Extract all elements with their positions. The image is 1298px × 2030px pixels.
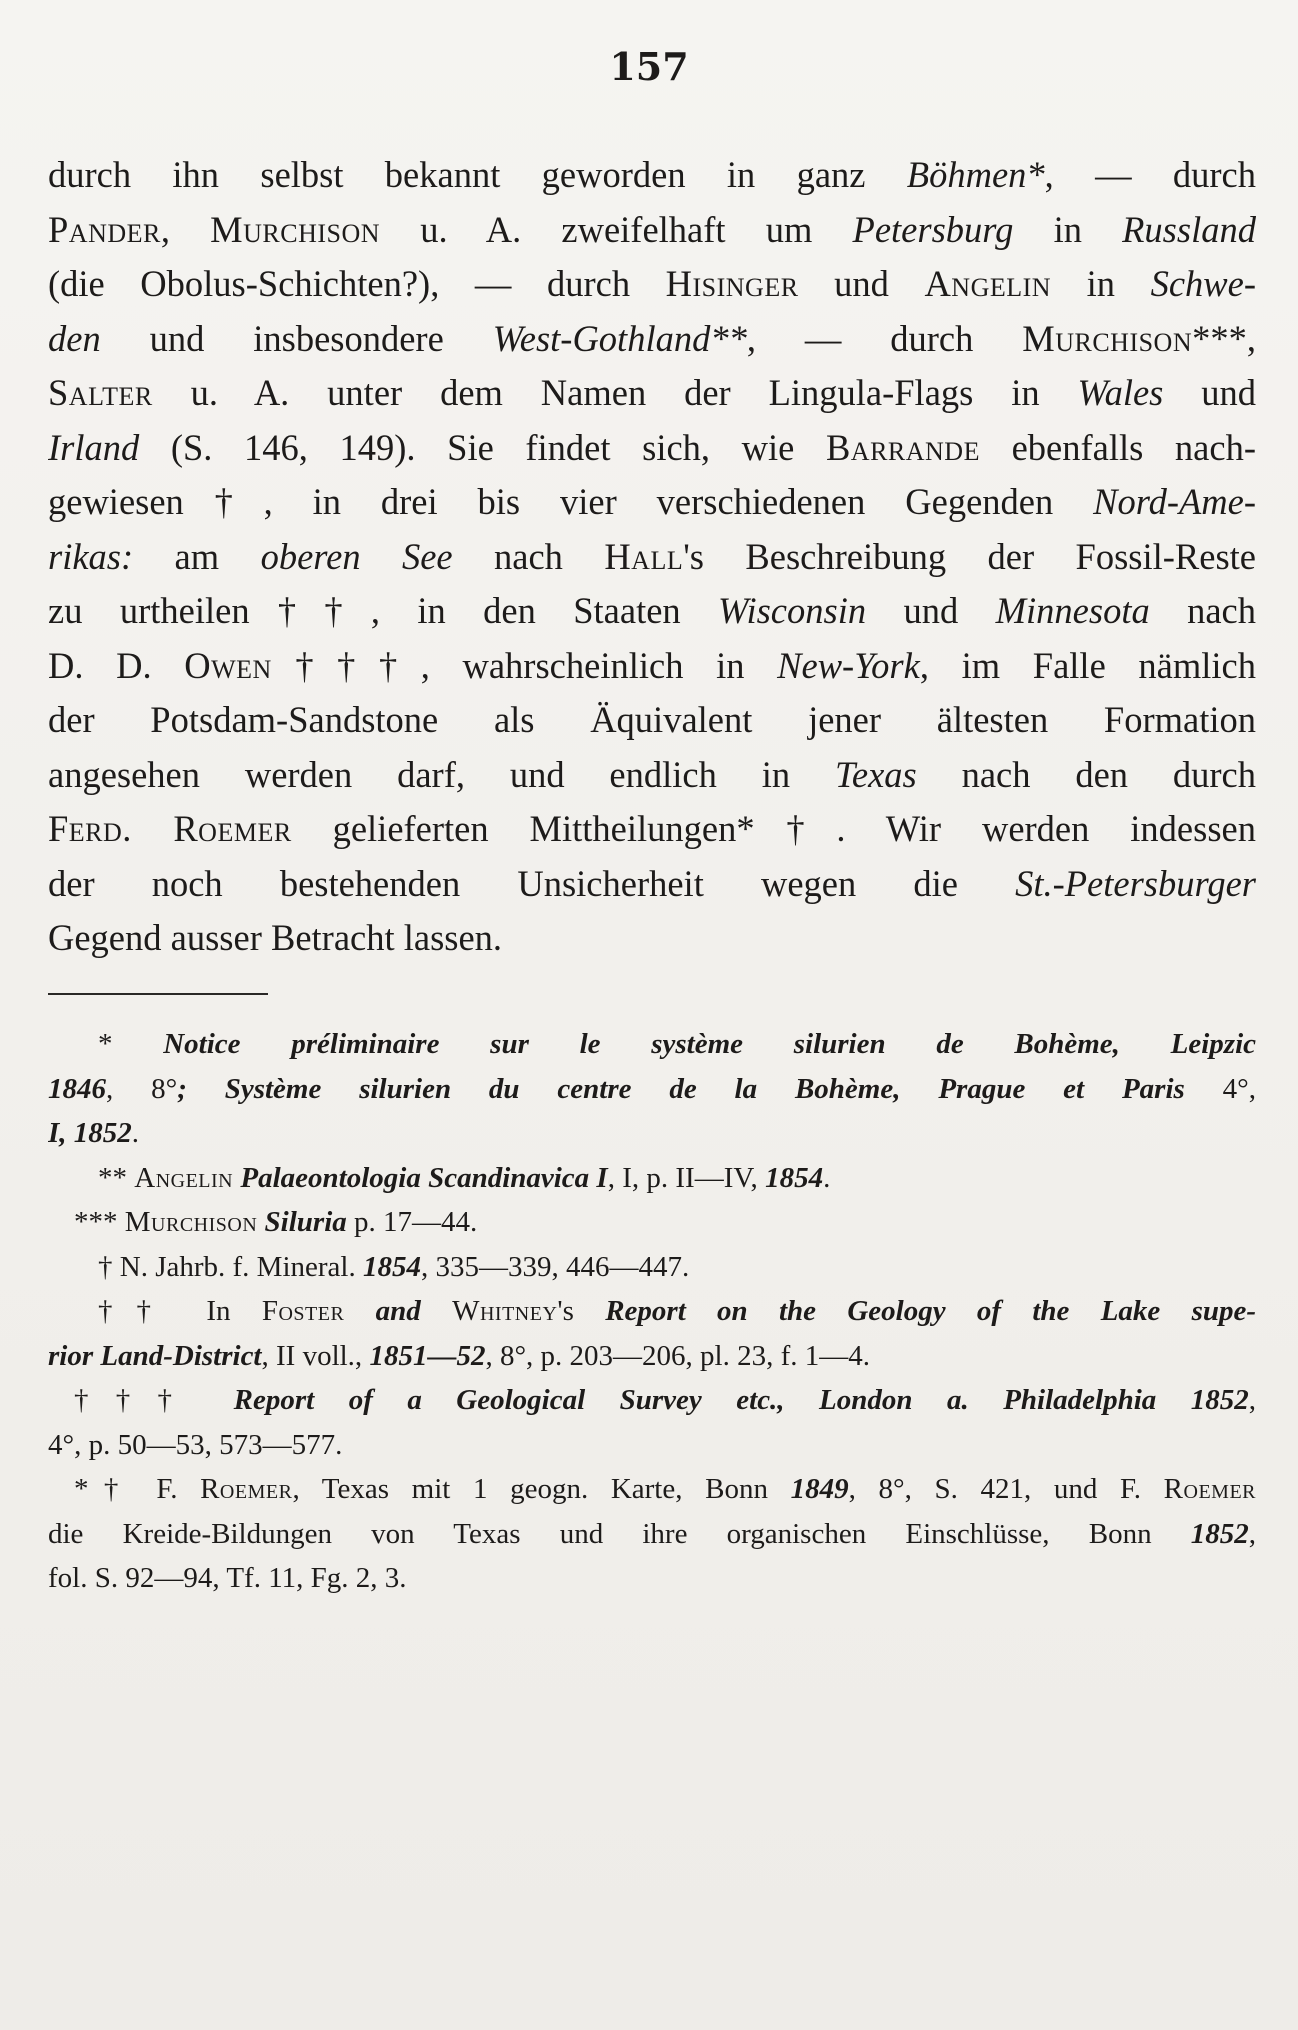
footnotes [48,1022,1256,1601]
footnote-line: rior Land-District, II voll., 1851—52, 8°, p. 203—206, pl. 23, f. 1—4. [48,1339,870,1372]
main-text [48,148,1256,966]
footnote-line: ††† Report of a Geological Survey etc., London a. Philadelphia 1852, [74,1384,1256,1416]
footnote-line: ** Angelin Palaeontologia Scandinavica I, I, p. II—IV, 1854. [98,1161,831,1194]
text-line: angesehen werden darf, und endlich in Texas nach den durch [48,753,1256,795]
text-line: Pander, Murchison u. A. zweifelhaft um Petersburg in Russland [48,208,1256,250]
text-line: der Potsdam-Sandstone als Äquivalent jener ältesten Formation [48,699,1256,740]
text-line: Salter u. A. unter dem Namen der Lingula-Flags in Wales und [48,372,1256,413]
text-line: (die Obolus-Schichten?), — durch Hisinger und Angelin in Schwe- [48,263,1256,304]
footnote-line: *** Murchison Siluria p. 17—44. [74,1206,478,1238]
footnote-line: †† In Foster and Whitney's Report on the Geology of the Lake supe- [98,1295,1256,1327]
footnote-line: *† F. Roemer, Texas mit 1 geogn. Karte, Bonn 1849, 8°, S. 421, und F. Roemer [74,1473,1256,1505]
page-number: 157 [609,44,689,89]
text-line: D. D. Owen†††, wahrscheinlich in New-York, im Falle nämlich [48,644,1256,686]
footnote-line: fol. S. 92—94, Tf. 11, Fg. 2, 3. [48,1562,407,1594]
text-line: zu urtheilen††, in den Staaten Wisconsin und Minnesota nach [48,590,1256,631]
footnote-line: * Notice préliminaire sur le système silurien de Bohème, Leipzic [98,1028,1256,1060]
footnote-line: die Kreide-Bildungen von Texas und ihre organischen Einschlüsse, Bonn 1852, [48,1517,1256,1550]
text-line: Irland (S. 146, 149). Sie findet sich, wie Barrande ebenfalls nach- [48,426,1256,468]
footnote-line: 1846, 8°; Système silurien du centre de la Bohème, Prague et Paris 4°, [48,1072,1256,1105]
footnote-line: 4°, p. 50—53, 573—577. [48,1428,343,1461]
text-line: rikas: am oberen See nach Hall's Beschreibung der Fossil-Reste [48,535,1256,577]
footnote-separator [48,993,268,995]
text-line: der noch bestehenden Unsicherheit wegen die St.-Petersburger [48,862,1256,904]
text-line: gewiesen†, in drei bis vier verschiedenen Gegenden Nord-Ame- [48,481,1256,522]
text-line: Gegend ausser Betracht lassen. [48,917,503,958]
text-line: durch ihn selbst bekannt geworden in ganz Böhmen*, — durch [48,154,1256,195]
text-line: den und insbesondere West-Gothland**, — durch Murchison***, [48,317,1256,359]
footnote-line: I, 1852. [48,1117,140,1149]
footnote-line: † N. Jahrb. f. Mineral. 1854, 335—339, 446—447. [98,1250,690,1283]
text-line: Ferd. Roemer gelieferten Mittheilungen*†. Wir werden indessen [48,808,1256,849]
